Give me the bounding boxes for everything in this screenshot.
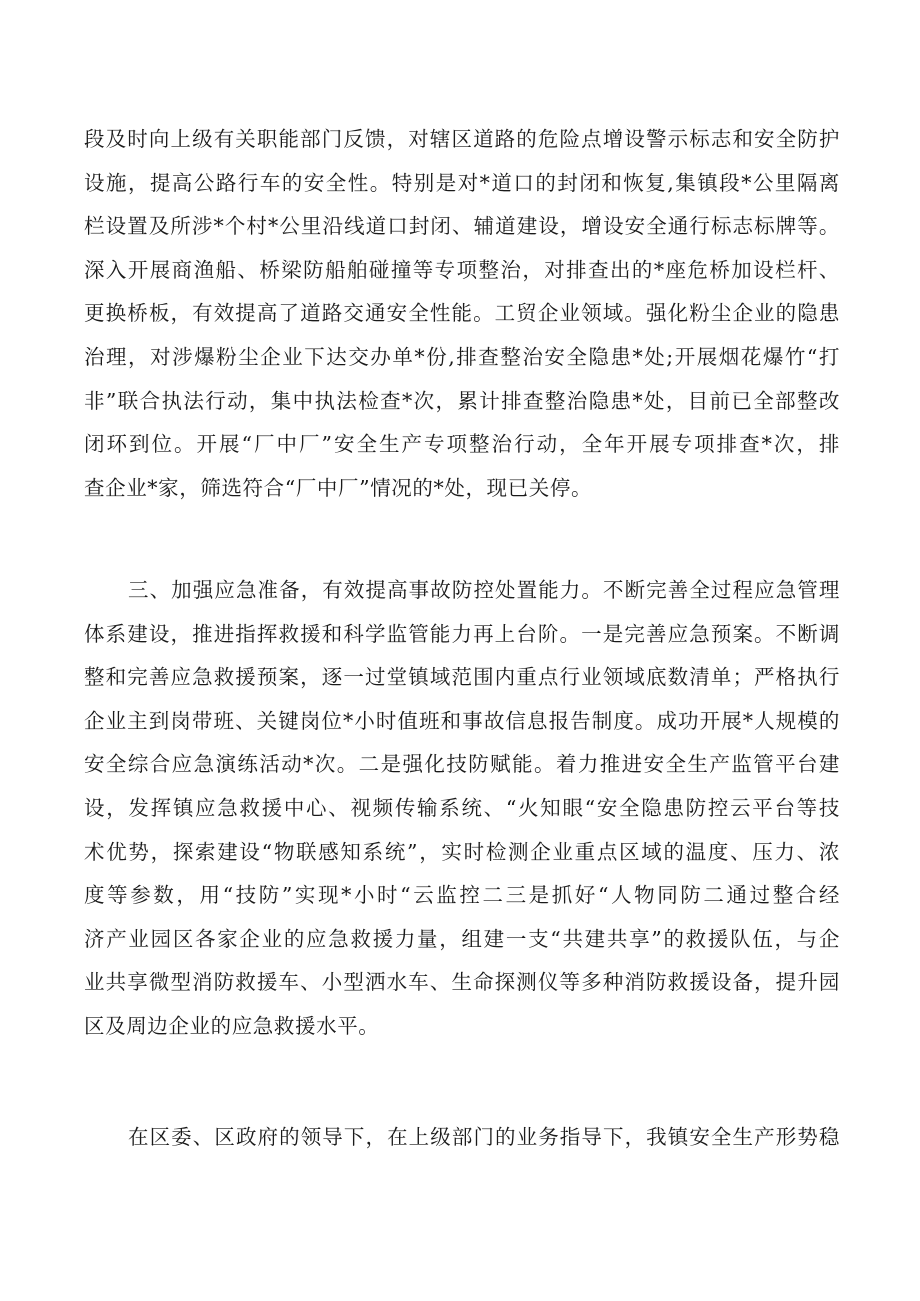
- text-line: 业共享微型消防救援车、小型洒水车、生命探测仪等多种消防救援设备，提升园: [84, 970, 840, 995]
- text-line: 更换桥板，有效提高了道路交通安全性能。工贸企业领域。强化粉尘企业的隐患: [84, 301, 840, 326]
- text-line: 闭环到位。开展“厂中厂”安全生产专项整治行动，全年开展专项排查*次，排: [84, 432, 840, 457]
- text-line: 治理，对涉爆粉尘企业下达交办单*份,排查整治安全隐患*处;开展烟花爆竹“打: [84, 344, 840, 369]
- text-line: 术优势，探索建设“物联感知系统”，实时检测企业重点区域的温度、压力、浓: [84, 839, 840, 864]
- text-line: 设，发挥镇应急救援中心、视频传输系统、“火知眼“安全隐患防控云平台等技: [84, 795, 840, 820]
- text-line: 三、加强应急准备，有效提高事故防控处置能力。不断完善全过程应急管理: [128, 578, 840, 602]
- text-line: 济产业园区各家企业的应急救援力量，组建一支“共建共享”的救援队伍，与企: [84, 926, 840, 951]
- text-line: 企业主到岗带班、关键岗位*小时值班和事故信息报告制度。成功开展*人规模的: [84, 708, 840, 733]
- text-line: 在区委、区政府的领导下，在上级部门的业务指导下，我镇安全生产形势稳: [128, 1125, 840, 1149]
- text-line: 度等参数，用“技防”实现*小时“云监控二三是抓好“人物同防二通过整合经: [84, 883, 840, 908]
- text-line: 栏设置及所涉*个村*公里沿线道口封闭、辅道建设，增设安全通行标志标牌等。: [84, 214, 840, 239]
- text-line: 深入开展商渔船、桥梁防船舶碰撞等专项整治，对排查出的*座危桥加设栏杆、: [84, 257, 840, 282]
- text-line: 设施，提高公路行车的安全性。特别是对*道口的封闭和恢复,集镇段*公里隔离: [84, 170, 840, 195]
- text-line: 整和完善应急救援预案，逐一过堂镇域范围内重点行业领域底数清单；严格执行: [84, 665, 840, 690]
- text-line: 体系建设，推进指挥救援和科学监管能力再上台阶。一是完善应急预案。不断调: [84, 621, 840, 646]
- paragraph-summary: [84, 1116, 840, 1160]
- text-line: 非”联合执法行动，集中执法检查*次，累计排查整治隐患*处，目前已全部整改: [84, 388, 840, 413]
- paragraph-emergency-preparedness: [84, 569, 840, 1049]
- paragraph-road-and-industry-safety: [84, 118, 840, 510]
- text-line: 安全综合应急演练活动*次。二是强化技防赋能。着力推进安全生产监管平台建: [84, 752, 840, 777]
- text-line: 区及周边企业的应急救援水平。: [84, 1013, 380, 1038]
- text-line: 查企业*家，筛选符合“厂中厂”情况的*处，现已关停。: [84, 475, 593, 500]
- text-line: 段及时向上级有关职能部门反馈，对辖区道路的危险点增设警示标志和安全防护: [84, 127, 840, 151]
